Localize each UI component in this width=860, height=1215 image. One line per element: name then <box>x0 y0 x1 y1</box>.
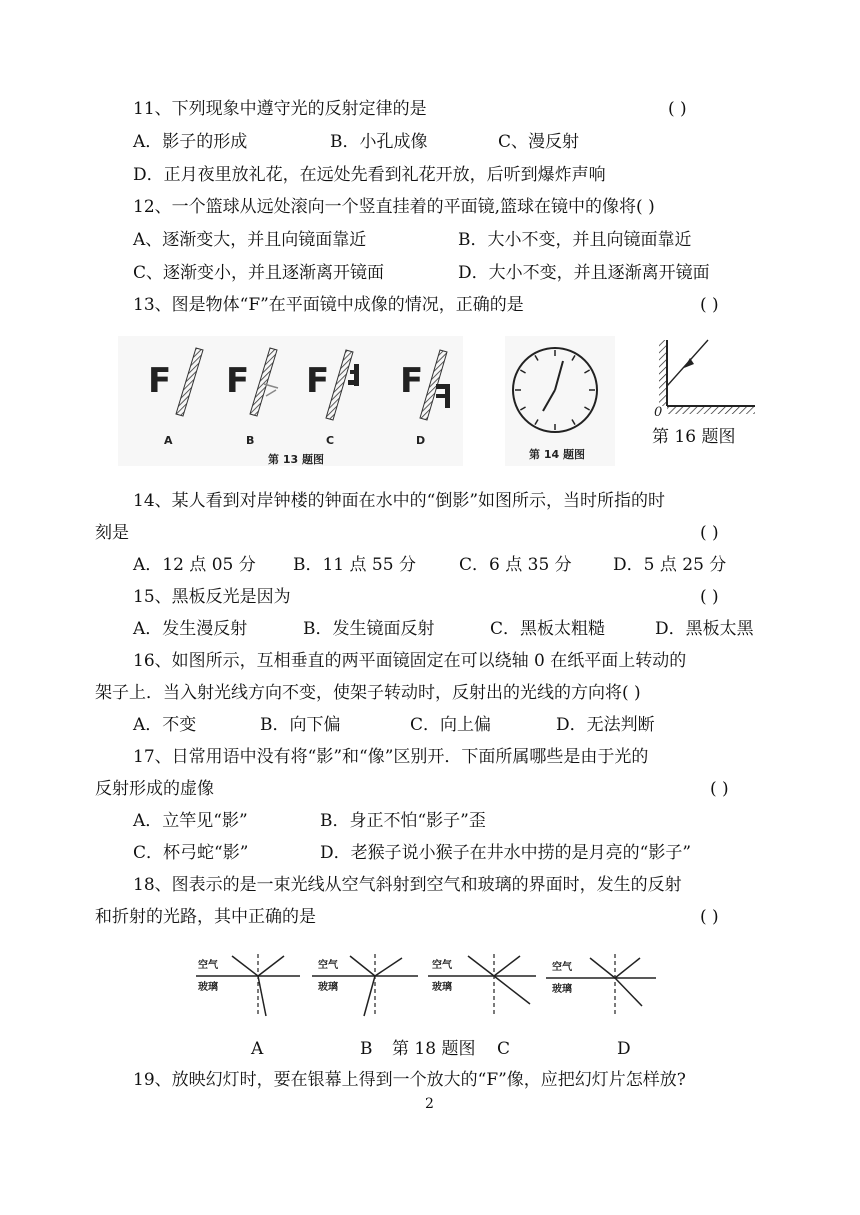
q14-option-a: A．12 点 05 分 <box>133 555 256 575</box>
q11-option-b: B．小孔成像 <box>330 132 428 152</box>
fig14-caption: 第 14 题图 <box>529 448 585 461</box>
figure-13 <box>118 336 463 466</box>
q14-stem-line1: 14、某人看到对岸钟楼的钟面在水中的“倒影”如图所示，当时所指的时 <box>133 491 666 511</box>
q14-option-b: B．11 点 55 分 <box>293 555 416 575</box>
q17-answer-paren: ( ) <box>710 779 729 799</box>
svg-text:F: F <box>306 361 330 401</box>
q12-option-b: B．大小不变，并且向镜面靠近 <box>458 230 692 250</box>
q14-answer-paren: ( ) <box>700 523 719 543</box>
q14-stem-line2: 刻是 <box>95 523 129 543</box>
fig18-diagram-a <box>196 954 300 1016</box>
figure-14 <box>505 336 615 466</box>
svg-text:玻璃: 玻璃 <box>318 982 338 993</box>
q15-option-c: C．黑板太粗糙 <box>490 619 606 639</box>
q15-answer-paren: ( ) <box>700 587 719 607</box>
q14-option-c: C．6 点 35 分 <box>459 555 572 575</box>
q11-answer-paren: ( ) <box>668 99 687 119</box>
q12-stem: 12、一个篮球从远处滚向一个竖直挂着的平面镜,篮球在镜中的像将( ) <box>133 197 655 217</box>
q17-option-c: C．杯弓蛇“影” <box>133 843 249 863</box>
q17-option-b: B．身正不怕“影子”歪 <box>320 811 486 831</box>
svg-text:空气: 空气 <box>552 962 572 973</box>
q19-stem: 19、放映幻灯时，要在银幕上得到一个放大的“F”像，应把幻灯片怎样放? <box>133 1070 686 1090</box>
svg-text:F: F <box>226 361 250 401</box>
q12-option-a: A、逐渐变大，并且向镜面靠近 <box>133 230 367 250</box>
q14-option-d: D．5 点 25 分 <box>613 555 727 575</box>
q15-option-d: D．黑板太黑 <box>655 619 754 639</box>
fig13-caption: 第 13 题图 <box>268 453 324 466</box>
fig18-label-c: C <box>497 1039 511 1059</box>
q17-stem-line1: 17、日常用语中没有将“影”和“像”区别开．下面所属哪些是由于光的 <box>133 747 649 767</box>
fig18-label-b: B <box>360 1039 373 1059</box>
svg-text:玻璃: 玻璃 <box>552 984 572 995</box>
q11-option-a: A．影子的形成 <box>133 132 248 152</box>
fig16-axis-label: 0 <box>654 405 663 420</box>
q16-option-d: D．无法判断 <box>556 715 655 735</box>
svg-text:空气: 空气 <box>432 960 452 971</box>
fig13-label-c: C <box>326 434 335 447</box>
q11-stem: 11、下列现象中遵守光的反射定律的是 <box>133 99 427 119</box>
fig18-diagram-b <box>312 954 418 1016</box>
svg-text:玻璃: 玻璃 <box>198 982 218 993</box>
fig18-label-d: D <box>617 1039 631 1059</box>
q11-option-d: D．正月夜里放礼花，在远处先看到礼花开放，后听到爆炸声响 <box>133 165 606 185</box>
fig16-caption: 第 16 题图 <box>652 427 736 447</box>
fig13-label-b: B <box>246 434 255 447</box>
svg-text:玻璃: 玻璃 <box>432 982 452 993</box>
q15-stem: 15、黑板反光是因为 <box>133 587 291 607</box>
q16-option-a: A．不变 <box>133 715 197 735</box>
fig16-arrow-icon <box>684 358 694 368</box>
page-number: 2 <box>425 1096 434 1112</box>
q18-stem-line2: 和折射的光路，其中正确的是 <box>95 907 316 927</box>
q16-stem-line2: 架子上．当入射光线方向不变，使架子转动时，反射出的光线的方向将( ) <box>95 683 641 703</box>
q17-option-a: A．立竿见“影” <box>133 811 248 831</box>
fig13-label-a: A <box>164 434 173 447</box>
q17-stem-line2: 反射形成的虚像 <box>95 779 214 799</box>
svg-text:F: F <box>400 361 424 401</box>
fig18-label-a: A <box>251 1039 264 1059</box>
q16-option-c: C．向上偏 <box>410 715 492 735</box>
q16-stem-line1: 16、如图所示，互相垂直的两平面镜固定在可以绕轴 0 在纸平面上转动的 <box>133 651 687 671</box>
svg-text:F: F <box>148 361 172 401</box>
q13-answer-paren: ( ) <box>700 295 719 315</box>
q15-option-a: A．发生漫反射 <box>133 619 248 639</box>
fig18-diagram-d <box>546 954 656 1016</box>
fig18-diagram-c <box>428 954 536 1016</box>
q11-option-c: C、漫反射 <box>498 132 580 152</box>
q12-option-c: C、逐渐变小，并且逐渐离开镜面 <box>133 263 385 283</box>
svg-text:空气: 空气 <box>318 960 338 971</box>
q12-option-d: D．大小不变，并且逐渐离开镜面 <box>458 263 710 283</box>
q18-answer-paren: ( ) <box>700 907 719 927</box>
fig18-caption: 第 18 题图 <box>392 1039 476 1059</box>
q15-option-b: B．发生镜面反射 <box>303 619 435 639</box>
q17-option-d: D．老猴子说小猴子在井水中捞的是月亮的“影子” <box>320 843 692 863</box>
svg-text:空气: 空气 <box>198 960 218 971</box>
q13-stem: 13、图是物体“F”在平面镜中成像的情况，正确的是 <box>133 295 524 315</box>
fig13-label-d: D <box>416 434 426 447</box>
q16-option-b: B．向下偏 <box>260 715 341 735</box>
q18-stem-line1: 18、图表示的是一束光线从空气斜射到空气和玻璃的界面时，发生的反射 <box>133 875 682 895</box>
figure-18 <box>192 948 662 1023</box>
